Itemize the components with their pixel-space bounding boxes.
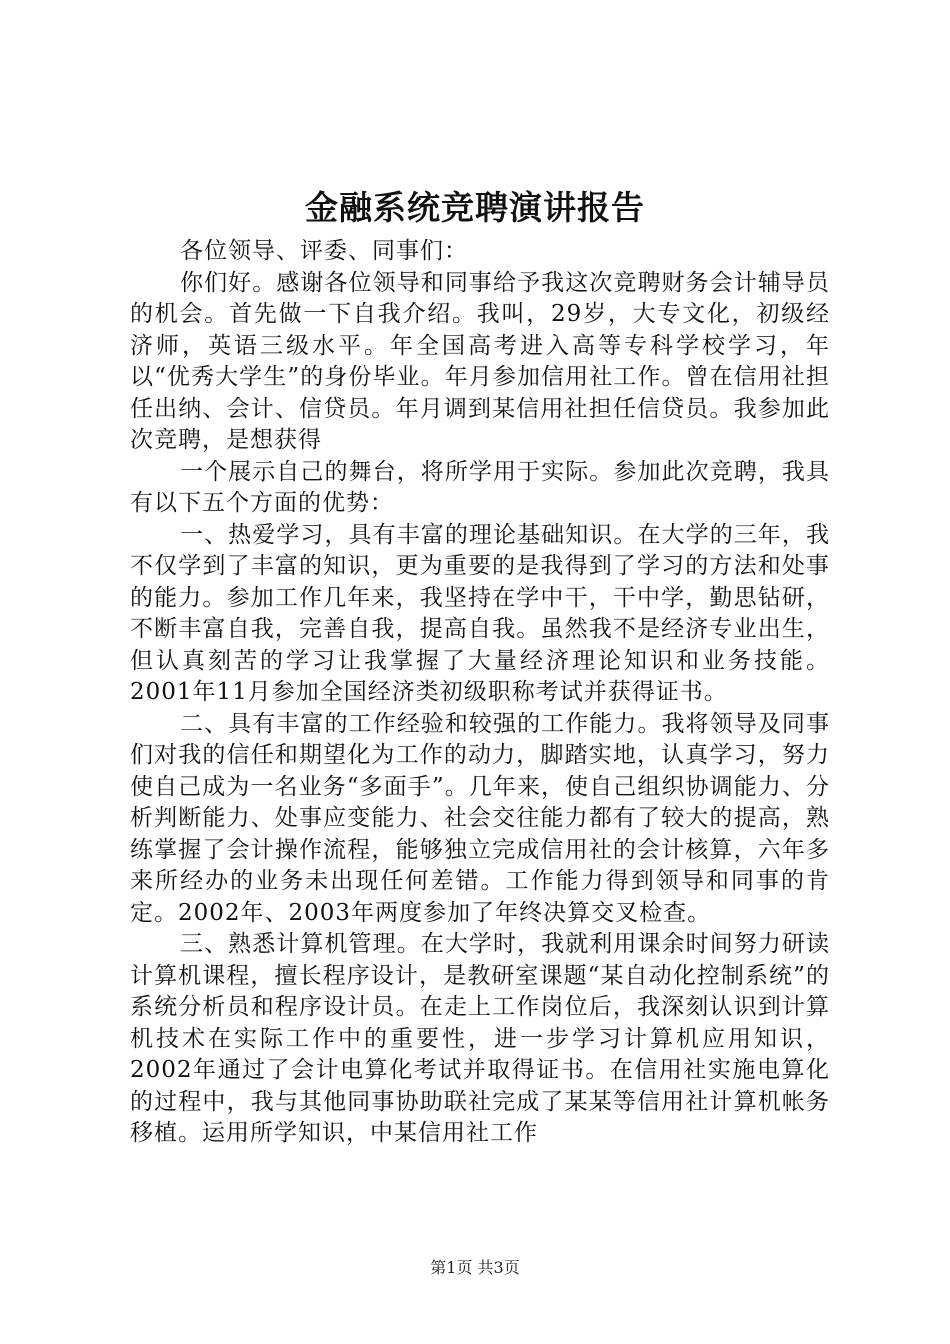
document-body	[130, 236, 830, 1150]
intro-paragraph: 你们好。感谢各位领导和同事给予我这次竞聘财务会计辅导员的机会。首先做一下自我介绍。我叫，29岁，大专文化，初级经济师，英语三级水平。年全国高考进入高等专科学校学习，年以“优秀大学生”的身份毕业。年月参加信用社工作。曾在信用社担任出纳、会计、信贷员。年月调到某信用社担任信贷员。我参加此次竞聘，是想获得	[130, 269, 830, 453]
advantage-three-paragraph: 三、熟悉计算机管理。在大学时，我就利用课余时间努力研读计算机课程，擅长程序设计，是教研室课题“某自动化控制系统”的系统分析员和程序设计员。在走上工作岗位后，我深刻认识到计算机技术在实际工作中的重要性，进一步学习计算机应用知识，2002年通过了会计电算化考试并取得证书。在信用社实施电算化的过程中，我与其他同事协助联社完成了某某等信用社计算机帐务移植。运用所学知识，中某信用社工作	[130, 931, 830, 1146]
advantage-two-paragraph: 二、具有丰富的工作经验和较强的工作能力。我将领导及同事们对我的信任和期望化为工作的动力，脚踏实地，认真学习，努力使自己成为一名业务“多面手”。几年来，使自己组织协调能力、分析判断能力、处事应变能力、社会交往能力都有了较大的提高，熟练掌握了会计操作流程，能够独立完成信用社的会计核算，六年多来所经办的业务未出现任何差错。工作能力得到领导和同事的肯定。2002年、2003年两度参加了年终决算交叉检查。	[130, 710, 830, 926]
advantage-one-paragraph: 一、热爱学习，具有丰富的理论基础知识。在大学的三年，我不仅学到了丰富的知识，更为重要的是我得到了学习的方法和处事的能力。参加工作几年来，我坚持在学中干，干中学，勤思钻研，不断丰富自我，完善自我，提高自我。虽然我不是经济专业出生，但认真刻苦的学习让我掌握了大量经济理论知识和业务技能。2001年11月参加全国经济类初级职称考试并获得证书。	[130, 521, 830, 705]
advantages-intro-paragraph: 一个展示自己的舞台，将所学用于实际。参加此次竞聘，我具有以下五个方面的优势：	[130, 458, 830, 516]
document-title: 金融系统竞聘演讲报告	[305, 188, 645, 227]
salutation-paragraph: 各位领导、评委、同事们：	[180, 238, 468, 264]
page-number-footer: 第1页 共3页	[430, 1258, 520, 1277]
